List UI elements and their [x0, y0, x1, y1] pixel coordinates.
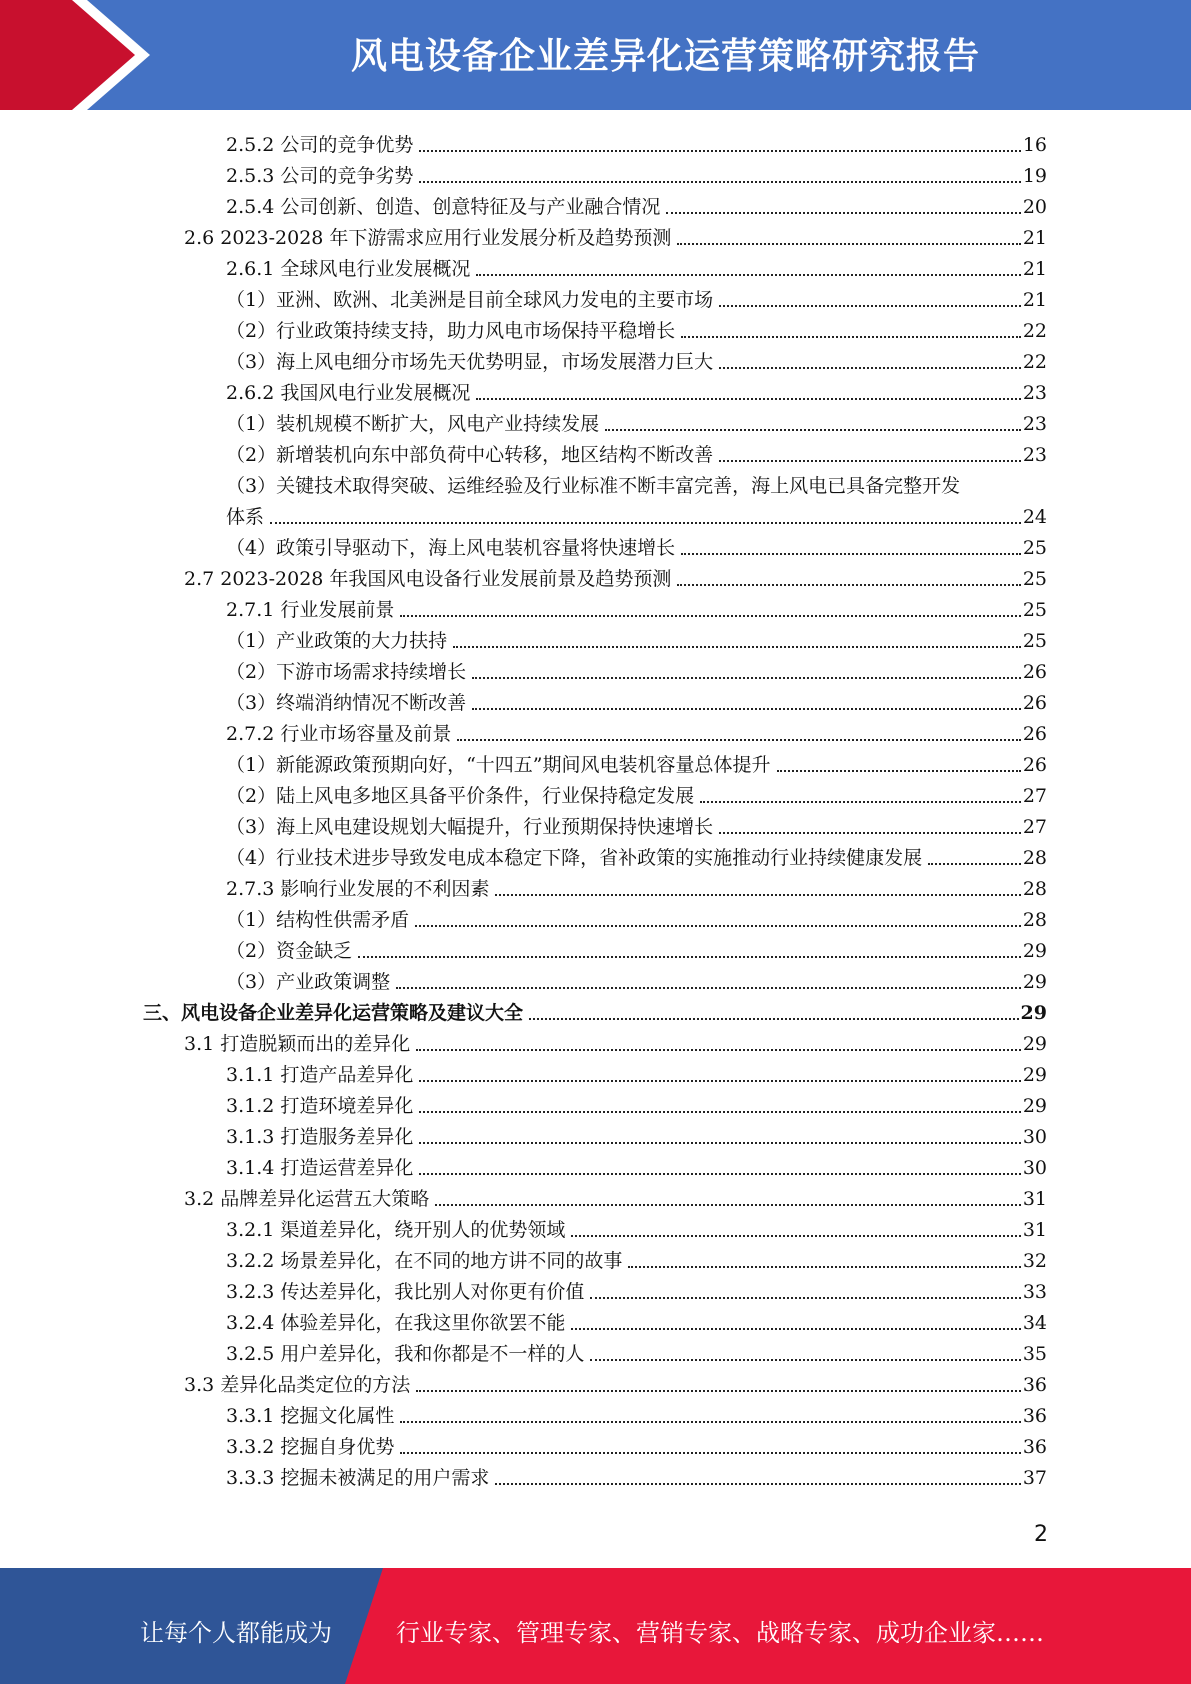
dot-leader — [719, 305, 1021, 307]
toc-entry[interactable] — [0, 560, 1191, 591]
toc-entry-text: （1）装机规模不断扩大，风电产业持续发展 — [226, 413, 600, 435]
toc-entry[interactable] — [0, 374, 1191, 405]
toc-entry[interactable] — [0, 188, 1191, 219]
dot-leader — [457, 739, 1020, 741]
toc-entry-text: 3.1.1 打造产品差异化 — [226, 1064, 414, 1086]
toc-entry[interactable] — [0, 1459, 1191, 1490]
toc-entry[interactable] — [0, 312, 1191, 343]
dot-leader — [476, 398, 1020, 400]
toc-entry[interactable] — [0, 405, 1191, 436]
toc-entry[interactable] — [0, 281, 1191, 312]
dot-leader — [358, 956, 1021, 958]
toc-page-number: 26 — [1022, 723, 1047, 745]
toc-page-number: 27 — [1022, 785, 1047, 807]
toc-page-number: 26 — [1022, 661, 1047, 683]
toc-page-number: 29 — [1022, 971, 1047, 993]
toc-entry-text: 2.6 2023-2028 年下游需求应用行业发展分析及趋势预测 — [184, 227, 672, 249]
toc-entry-text: （3）海上风电细分市场先天优势明显，市场发展潜力巨大 — [226, 351, 714, 373]
toc-page-number: 16 — [1022, 134, 1047, 156]
dot-leader — [700, 801, 1021, 803]
toc-page-number: 19 — [1022, 165, 1047, 187]
toc-page-number: 28 — [1022, 847, 1047, 869]
toc-entry[interactable] — [0, 219, 1191, 250]
toc-entry-text: 3.2 品牌差异化运营五大策略 — [184, 1188, 430, 1210]
dot-leader — [400, 615, 1020, 617]
dot-leader — [681, 336, 1021, 338]
toc-entry[interactable] — [0, 622, 1191, 653]
toc-entry[interactable] — [0, 1242, 1191, 1273]
page-header — [0, 0, 1191, 110]
toc-page-number: 22 — [1022, 320, 1047, 342]
toc-page-number: 24 — [1022, 506, 1047, 528]
toc-entry[interactable] — [0, 1273, 1191, 1304]
toc-entry-text: （4）行业技术进步导致发电成本稳定下降，省补政策的实施推动行业持续健康发展 — [226, 847, 923, 869]
toc-page-number: 31 — [1022, 1219, 1047, 1241]
toc-entry-text: 3.1.2 打造环境差异化 — [226, 1095, 414, 1117]
dot-leader — [605, 429, 1021, 431]
toc-entry-text: （1）结构性供需矛盾 — [226, 909, 410, 931]
toc-entry-text: 2.5.2 公司的竞争优势 — [226, 134, 414, 156]
toc-page-number: 25 — [1022, 568, 1047, 590]
toc-page-number: 25 — [1022, 599, 1047, 621]
toc-entry-text: 2.5.4 公司创新、创造、创意特征及与产业融合情况 — [226, 196, 661, 218]
toc-page-number: 36 — [1022, 1374, 1047, 1396]
toc-page-number: 26 — [1022, 692, 1047, 714]
toc-entry-text: （2）行业政策持续支持，助力风电市场保持平稳增长 — [226, 320, 676, 342]
toc-page-number: 30 — [1022, 1157, 1047, 1179]
toc-entry[interactable] — [0, 1056, 1191, 1087]
toc-entry-text: （1）新能源政策预期向好，“十四五”期间风电装机容量总体提升 — [226, 754, 771, 776]
dot-leader — [590, 1297, 1020, 1299]
toc-page-number: 26 — [1022, 754, 1047, 776]
toc-page-number: 29 — [1020, 1002, 1047, 1024]
dot-leader — [681, 553, 1021, 555]
toc-entry[interactable] — [0, 808, 1191, 839]
document-title: 风电设备企业差异化运营策略研究报告 — [350, 36, 980, 77]
dot-leader — [495, 894, 1020, 896]
toc-entry-text: 3.2.5 用户差异化，我和你都是不一样的人 — [226, 1343, 585, 1365]
header-chevron-icon — [0, 0, 140, 110]
toc-entry-text: 体系 — [226, 506, 265, 528]
dot-leader — [419, 1111, 1020, 1113]
toc-entry-text: 2.6.2 我国风电行业发展概况 — [226, 382, 471, 404]
toc-entry-text: （2）陆上风电多地区具备平价条件，行业保持稳定发展 — [226, 785, 695, 807]
dot-leader — [495, 1483, 1020, 1485]
dot-leader — [416, 1390, 1021, 1392]
toc-entry[interactable] — [0, 1025, 1191, 1056]
toc-entry[interactable] — [0, 436, 1191, 467]
toc-page-number: 25 — [1022, 630, 1047, 652]
toc-entry-text: （1）亚洲、欧洲、北美洲是目前全球风力发电的主要市场 — [226, 289, 714, 311]
page-footer — [0, 1568, 1191, 1684]
footer-slogan-left: 让每个人都能成为 — [140, 1619, 332, 1647]
toc-entry[interactable] — [0, 1335, 1191, 1366]
dot-leader — [677, 584, 1020, 586]
dot-leader — [419, 150, 1020, 152]
toc-entry[interactable] — [0, 870, 1191, 901]
dot-leader — [628, 1266, 1020, 1268]
toc-page-number: 21 — [1022, 289, 1047, 311]
toc-page-number: 21 — [1022, 227, 1047, 249]
toc-entry[interactable] — [0, 126, 1191, 157]
toc-entry[interactable] — [0, 1180, 1191, 1211]
toc-page-number: 36 — [1022, 1436, 1047, 1458]
dot-leader — [777, 770, 1021, 772]
dot-leader — [270, 522, 1021, 524]
toc-entry[interactable] — [0, 684, 1191, 715]
toc-entry[interactable] — [0, 963, 1191, 994]
dot-leader — [472, 677, 1021, 679]
dot-leader — [396, 987, 1021, 989]
dot-leader — [666, 212, 1020, 214]
toc-entry[interactable] — [0, 1211, 1191, 1242]
toc-page-number: 36 — [1022, 1405, 1047, 1427]
toc-page-number: 27 — [1022, 816, 1047, 838]
dot-leader — [590, 1359, 1020, 1361]
dot-leader — [928, 863, 1021, 865]
toc-page-number: 23 — [1022, 444, 1047, 466]
dot-leader — [571, 1235, 1020, 1237]
dot-leader — [419, 1142, 1020, 1144]
toc-entry-text: （3）关键技术取得突破、运维经验及行业标准不断丰富完善，海上风电已具备完整开发 — [226, 475, 961, 497]
toc-entry[interactable] — [0, 1118, 1191, 1149]
toc-entry[interactable] — [0, 653, 1191, 684]
dot-leader — [419, 1173, 1020, 1175]
toc-page-number: 28 — [1022, 909, 1047, 931]
toc-entry[interactable] — [0, 777, 1191, 808]
toc-entry-text: （3）终端消纳情况不断改善 — [226, 692, 467, 714]
toc-entry-text: 三、风电设备企业差异化运营策略及建议大全 — [143, 1002, 524, 1024]
dot-leader — [719, 460, 1021, 462]
toc-entry[interactable] — [0, 901, 1191, 932]
toc-entry-text: （1）产业政策的大力扶持 — [226, 630, 448, 652]
toc-entry-text: 2.6.1 全球风电行业发展概况 — [226, 258, 471, 280]
toc-page-number: 21 — [1022, 258, 1047, 280]
toc-entry[interactable] — [0, 343, 1191, 374]
dot-leader — [677, 243, 1020, 245]
toc-entry-text: （2）资金缺乏 — [226, 940, 353, 962]
toc-entry[interactable] — [0, 1087, 1191, 1118]
toc-entry-text: 3.3.3 挖掘未被满足的用户需求 — [226, 1467, 490, 1489]
toc-entry-text: （3）海上风电建设规划大幅提升，行业预期保持快速增长 — [226, 816, 714, 838]
footer-slogan-right: 行业专家、管理专家、营销专家、战略专家、成功企业家…… — [396, 1619, 1044, 1647]
toc-entry-text: 2.5.3 公司的竞争劣势 — [226, 165, 414, 187]
toc-page-number: 23 — [1022, 382, 1047, 404]
toc-entry[interactable] — [0, 529, 1191, 560]
dot-leader — [719, 367, 1021, 369]
dot-leader — [416, 1049, 1021, 1051]
toc-entry[interactable] — [0, 1304, 1191, 1335]
toc-entry-text: 3.2.4 体验差异化，在我这里你欲罢不能 — [226, 1312, 566, 1334]
toc-entry-text: 2.7 2023-2028 年我国风电设备行业发展前景及趋势预测 — [184, 568, 672, 590]
dot-leader — [419, 181, 1020, 183]
toc-page-number: 25 — [1022, 537, 1047, 559]
toc-entry-text: 2.7.2 行业市场容量及前景 — [226, 723, 452, 745]
toc-entry-text: 3.2.1 渠道差异化，绕开别人的优势领域 — [226, 1219, 566, 1241]
dot-leader — [571, 1328, 1020, 1330]
dot-leader — [476, 274, 1020, 276]
toc-page-number: 37 — [1022, 1467, 1047, 1489]
toc-page-number: 35 — [1022, 1343, 1047, 1365]
toc-page-number: 28 — [1022, 878, 1047, 900]
dot-leader — [719, 832, 1021, 834]
toc-entry[interactable] — [0, 157, 1191, 188]
toc-entry[interactable] — [0, 746, 1191, 777]
toc-page-number: 29 — [1022, 1033, 1047, 1055]
toc-entry[interactable] — [0, 1428, 1191, 1459]
toc-entry-text: 3.1.3 打造服务差异化 — [226, 1126, 414, 1148]
toc-entry-text: 3.3.2 挖掘自身优势 — [226, 1436, 395, 1458]
toc-page-number: 29 — [1022, 1064, 1047, 1086]
toc-page-number: 29 — [1022, 940, 1047, 962]
toc-page-number: 33 — [1022, 1281, 1047, 1303]
toc-entry-text: 2.7.1 行业发展前景 — [226, 599, 395, 621]
toc-entry[interactable] — [0, 250, 1191, 281]
toc-entry[interactable] — [0, 839, 1191, 870]
toc-page-number: 32 — [1022, 1250, 1047, 1272]
toc-entry-text: （4）政策引导驱动下，海上风电装机容量将快速增长 — [226, 537, 676, 559]
toc-entry[interactable] — [0, 498, 1191, 529]
toc-entry[interactable] — [0, 715, 1191, 746]
dot-leader — [419, 1080, 1020, 1082]
toc-page-number: 29 — [1022, 1095, 1047, 1117]
toc-entry-text: （3）产业政策调整 — [226, 971, 391, 993]
toc-entry-text: 3.2.3 传达差异化，我比别人对你更有价值 — [226, 1281, 585, 1303]
dot-leader — [400, 1452, 1020, 1454]
toc-page-number: 31 — [1022, 1188, 1047, 1210]
toc-page-number: 22 — [1022, 351, 1047, 373]
toc-entry-text: （2）下游市场需求持续增长 — [226, 661, 467, 683]
toc-page-number: 23 — [1022, 413, 1047, 435]
toc-page-number: 20 — [1022, 196, 1047, 218]
toc-entry-text: 3.3 差异化品类定位的方法 — [184, 1374, 411, 1396]
dot-leader — [472, 708, 1021, 710]
toc-entry[interactable] — [0, 932, 1191, 963]
dot-leader — [529, 1018, 1019, 1020]
toc-entry-text: 2.7.3 影响行业发展的不利因素 — [226, 878, 490, 900]
dot-leader — [453, 646, 1021, 648]
dot-leader — [400, 1421, 1020, 1423]
toc-page-number: 30 — [1022, 1126, 1047, 1148]
toc-entry-text: 3.2.2 场景差异化，在不同的地方讲不同的故事 — [226, 1250, 623, 1272]
dot-leader — [435, 1204, 1021, 1206]
toc-entry[interactable] — [0, 1397, 1191, 1428]
toc-entry[interactable] — [0, 994, 1191, 1025]
dot-leader — [415, 925, 1021, 927]
toc-entry[interactable] — [0, 1149, 1191, 1180]
toc-page-number: 34 — [1022, 1312, 1047, 1334]
toc-entry-text: （2）新增装机向东中部负荷中心转移，地区结构不断改善 — [226, 444, 714, 466]
toc-entry-text: 3.1 打造脱颖而出的差异化 — [184, 1033, 411, 1055]
toc-entry[interactable] — [0, 591, 1191, 622]
toc-entry-text: 3.1.4 打造运营差异化 — [226, 1157, 414, 1179]
page-number: 2 — [1034, 1522, 1048, 1547]
toc-entry[interactable] — [0, 1366, 1191, 1397]
toc-entry-text: 3.3.1 挖掘文化属性 — [226, 1405, 395, 1427]
